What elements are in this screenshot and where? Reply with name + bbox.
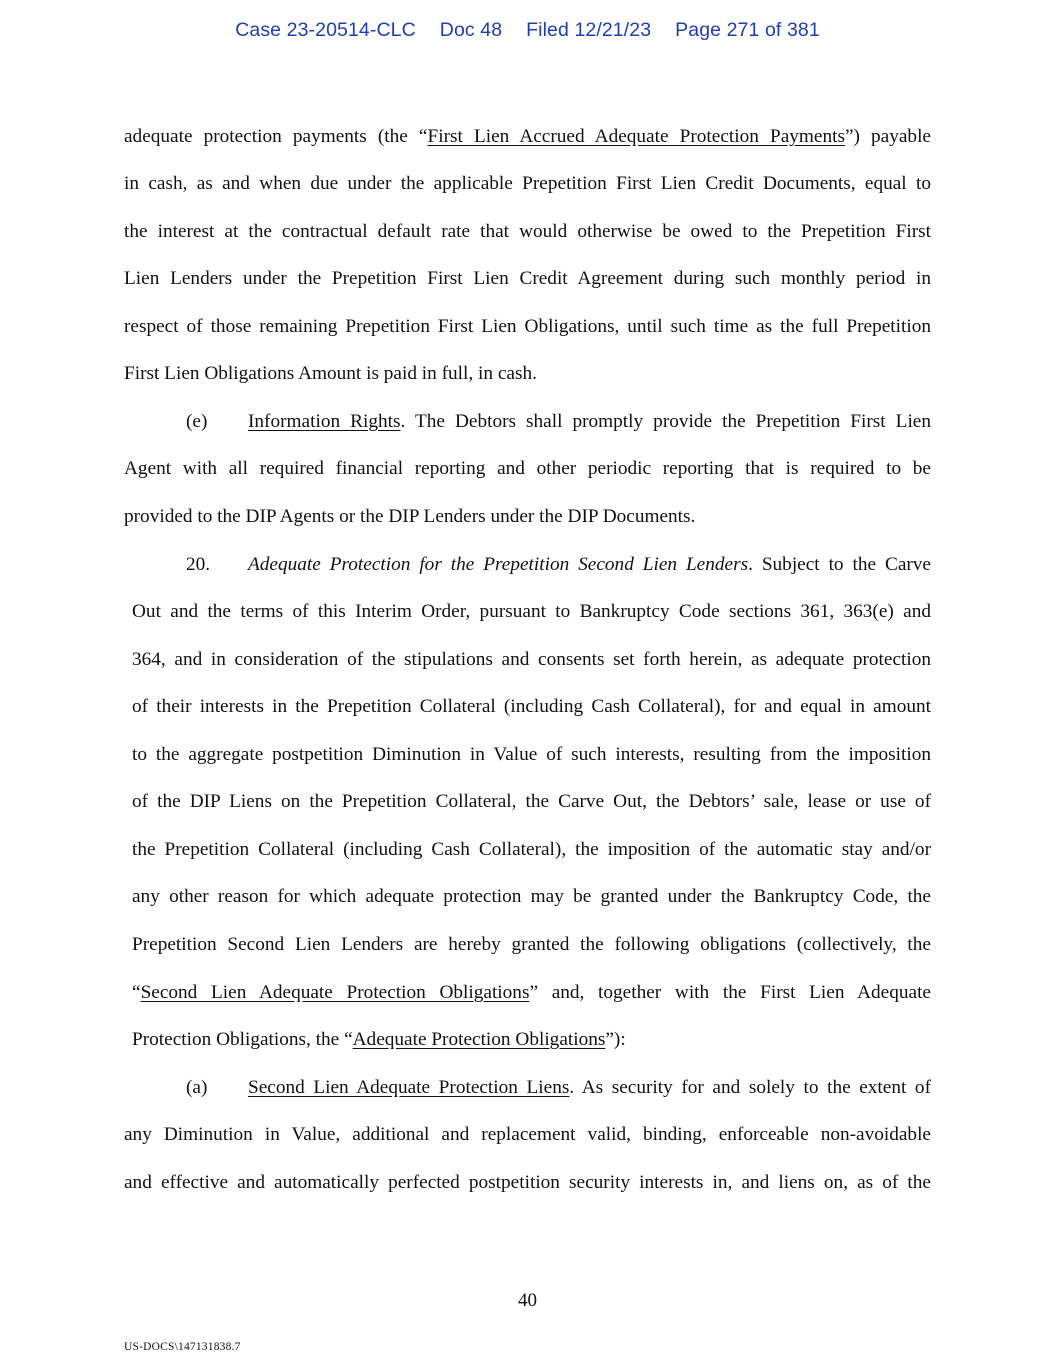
body-line (124, 125, 931, 149)
paragraph-number: 20. (186, 554, 211, 575)
body-line (248, 553, 931, 577)
body-line: of their interests in the Prepetition Collateral (including Cash Collateral), for and equal in amount (132, 696, 931, 717)
defined-term: Adequate Protection Obligations (352, 1029, 606, 1050)
body-line (248, 410, 931, 434)
body-line: the interest at the contractual default rate that would otherwise be owed to the Prepetition First (124, 221, 931, 242)
filed-date: Filed 12/21/23 (526, 19, 652, 41)
subsection-title: Information Rights (248, 411, 401, 432)
body-line: respect of those remaining Prepetition First Lien Obligations, until such time as the full Prepetition (124, 316, 931, 337)
doc-number: Doc 48 (439, 19, 503, 41)
page-count: Page 271 of 381 (675, 19, 820, 41)
text-run: Protection Obligations, the “ (132, 1029, 353, 1050)
body-line: Prepetition Second Lien Lenders are hereby granted the following obligations (collectively, the (132, 934, 931, 955)
text-run: “ (132, 982, 141, 1003)
page-number: 40 (518, 1290, 537, 1311)
body-line: First Lien Obligations Amount is paid in full, in cash. (124, 363, 537, 384)
text-run: ”) payable (844, 126, 931, 147)
document-id: US-DOCS\147131838.7 (124, 1341, 241, 1353)
body-line: the Prepetition Collateral (including Cash Collateral), the imposition of the automatic stay and/or (132, 839, 931, 860)
body-line: in cash, as and when due under the applicable Prepetition First Lien Credit Documents, equal to (124, 173, 931, 194)
body-line: Out and the terms of this Interim Order, pursuant to Bankruptcy Code sections 361, 363(e) and (132, 601, 931, 622)
subsection-label: (e) (186, 411, 208, 432)
subsection-title: Second Lien Adequate Protection Liens (248, 1077, 570, 1098)
body-line (132, 981, 931, 1005)
body-line: 364, and in consideration of the stipulations and consents set forth herein, as adequate protection (132, 649, 931, 670)
text-run: . The Debtors shall promptly provide the Prepetition First Lien (400, 411, 932, 432)
filing-header (0, 19, 1055, 42)
body-line: of the DIP Liens on the Prepetition Collateral, the Carve Out, the Debtors’ sale, lease or use of (132, 791, 931, 812)
text-run: ”): (605, 1029, 626, 1050)
paragraph-title: Adequate Protection for the Prepetition Second Lien Lenders (248, 554, 749, 575)
defined-term: First Lien Accrued Adequate Protection Payments (427, 126, 845, 147)
body-line (132, 1028, 931, 1052)
body-line: and effective and automatically perfected postpetition security interests in, and liens on, as of the (124, 1172, 931, 1193)
text-run: ” and, together with the First Lien Adequate (529, 982, 931, 1003)
body-line: Lien Lenders under the Prepetition First Lien Credit Agreement during such monthly period in (124, 268, 931, 289)
body-line: any Diminution in Value, additional and replacement valid, binding, enforceable non-avoidable (124, 1124, 931, 1145)
body-line: to the aggregate postpetition Diminution in Value of such interests, resulting from the imposition (132, 744, 931, 765)
text-run: . Subject to the Carve (748, 554, 931, 575)
body-line: any other reason for which adequate protection may be granted under the Bankruptcy Code, the (132, 886, 931, 907)
subsection-label: (a) (186, 1077, 208, 1098)
text-run: . As security for and solely to the extent of (569, 1077, 931, 1098)
defined-term: Second Lien Adequate Protection Obligations (140, 982, 530, 1003)
body-line: provided to the DIP Agents or the DIP Lenders under the DIP Documents. (124, 506, 696, 527)
body-line: Agent with all required financial reporting and other periodic reporting that is required to be (124, 458, 931, 479)
case-number: Case 23-20514-CLC (235, 19, 416, 41)
body-line (248, 1076, 931, 1100)
text-run: adequate protection payments (the “ (124, 126, 428, 147)
